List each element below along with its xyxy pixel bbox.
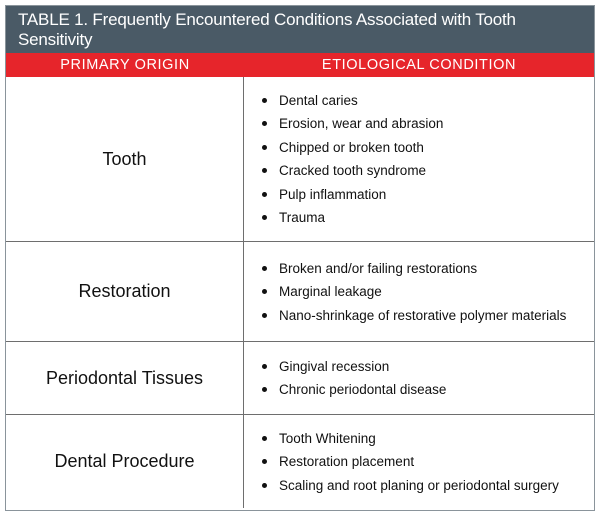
bullet-icon xyxy=(262,364,267,369)
list-item xyxy=(262,355,594,379)
origin-cell: Periodontal Tissues xyxy=(6,342,244,414)
table-header-row xyxy=(6,53,594,77)
bullet-icon xyxy=(262,313,267,318)
bullet-icon xyxy=(262,266,267,271)
condition-text: Broken and/or failing restorations xyxy=(279,260,478,276)
bullet-icon xyxy=(262,215,267,220)
origin-cell: Dental Procedure xyxy=(6,415,244,508)
condition-text: Nano-shrinkage of restorative polymer materials xyxy=(279,307,567,323)
list-item xyxy=(262,159,594,183)
table-row xyxy=(6,241,594,341)
list-item xyxy=(262,112,594,136)
condition-text: Tooth Whitening xyxy=(279,430,376,446)
table-row xyxy=(6,414,594,508)
list-item xyxy=(262,280,594,304)
condition-text: Chronic periodontal disease xyxy=(279,382,447,398)
condition-text: Pulp inflammation xyxy=(279,186,387,202)
table-frame xyxy=(5,5,595,511)
bullet-icon xyxy=(262,436,267,441)
list-item xyxy=(262,136,594,160)
list-item xyxy=(262,473,594,497)
bullet-icon xyxy=(262,168,267,173)
list-item xyxy=(262,89,594,113)
list-item xyxy=(262,450,594,474)
bullet-icon xyxy=(262,483,267,488)
list-item xyxy=(262,426,594,450)
list-item xyxy=(262,378,594,402)
condition-text: Erosion, wear and abrasion xyxy=(279,116,444,132)
origin-cell: Restoration xyxy=(6,242,244,341)
list-item xyxy=(262,183,594,207)
condition-text: Chipped or broken tooth xyxy=(279,139,424,155)
bullet-icon xyxy=(262,98,267,103)
header-etiological-condition: ETIOLOGICAL CONDITION xyxy=(321,57,517,73)
list-item xyxy=(262,206,594,230)
conditions-list xyxy=(244,77,594,241)
condition-text: Marginal leakage xyxy=(279,284,382,299)
bullet-icon xyxy=(262,145,267,150)
condition-text: Scaling and root planing or periodontal surgery xyxy=(279,477,559,493)
condition-text: Trauma xyxy=(279,210,326,226)
bullet-icon xyxy=(262,121,267,126)
origin-cell: Tooth xyxy=(6,77,244,241)
condition-text: Restoration placement xyxy=(279,454,415,469)
bullet-icon xyxy=(262,289,267,294)
condition-text: Gingival recession xyxy=(279,358,390,374)
list-item xyxy=(262,256,594,280)
table-row xyxy=(6,77,594,241)
bullet-icon xyxy=(262,387,267,392)
conditions-list xyxy=(244,242,594,341)
bullet-icon xyxy=(262,192,267,197)
table-row xyxy=(6,341,594,414)
header-primary-origin: PRIMARY ORIGIN xyxy=(60,57,190,73)
table-title-text: TABLE 1. Frequently Encountered Conditions Associated with Tooth Sensitivity xyxy=(18,9,516,49)
condition-text: Cracked tooth syndrome xyxy=(279,163,427,179)
bullet-icon xyxy=(262,459,267,464)
table-title xyxy=(6,6,594,53)
conditions-list xyxy=(244,342,594,414)
conditions-list xyxy=(244,415,594,508)
table-body xyxy=(6,77,594,508)
condition-text: Dental caries xyxy=(279,92,358,108)
list-item xyxy=(262,303,594,327)
